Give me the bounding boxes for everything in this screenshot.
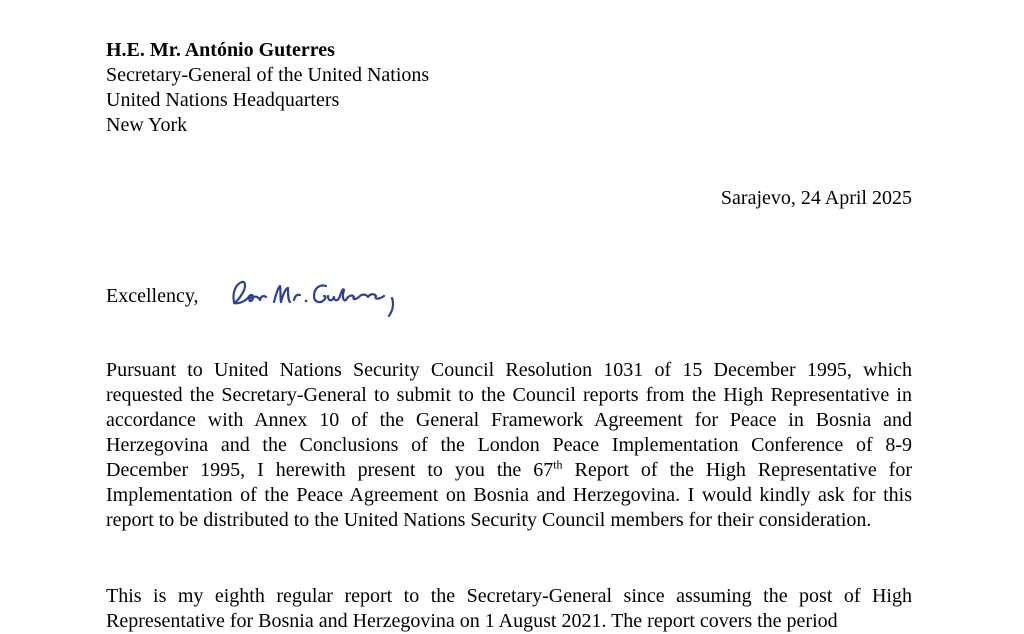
handwritten-salutation-signature — [228, 276, 403, 320]
recipient-address-block — [106, 38, 429, 138]
salutation: Excellency, — [106, 285, 199, 307]
body-paragraph-2: This is my eighth regular report to the Secretary-General since assuming the post of High Representative for Bosnia and Herzegovina on 1 August 2021. The report covers the period — [106, 585, 912, 632]
recipient-title: Secretary-General of the United Nations — [106, 64, 430, 86]
letter-date: Sarajevo, 24 April 2025 — [720, 187, 912, 209]
body-paragraph-1 — [106, 358, 912, 533]
recipient-name: H.E. Mr. António Guterres — [106, 39, 335, 61]
recipient-organization: United Nations Headquarters — [106, 89, 340, 111]
paragraph1-text-before: Pursuant to United Nations Security Council Resolution 1031 of 15 December 1995, which requested the Secretary-General to submit to the Council reports from the High Representative in accordance with Annex 10 of the General Framework Agreement for Peace in Bosnia and Herzegovina and the Conclusions of the London Peace Implementation Conference of 8-9 December 1995, I herewith present to you the 67 — [106, 359, 912, 481]
recipient-city: New York — [106, 114, 188, 136]
paragraph1-text-after: Report of the High Representative for Implementation of the Peace Agreement on Bosnia and Herzegovina. I would kindly ask for this report to be distributed to the United Nations Security Council members for their consideration. — [106, 459, 913, 531]
ordinal-superscript: th — [553, 457, 563, 472]
